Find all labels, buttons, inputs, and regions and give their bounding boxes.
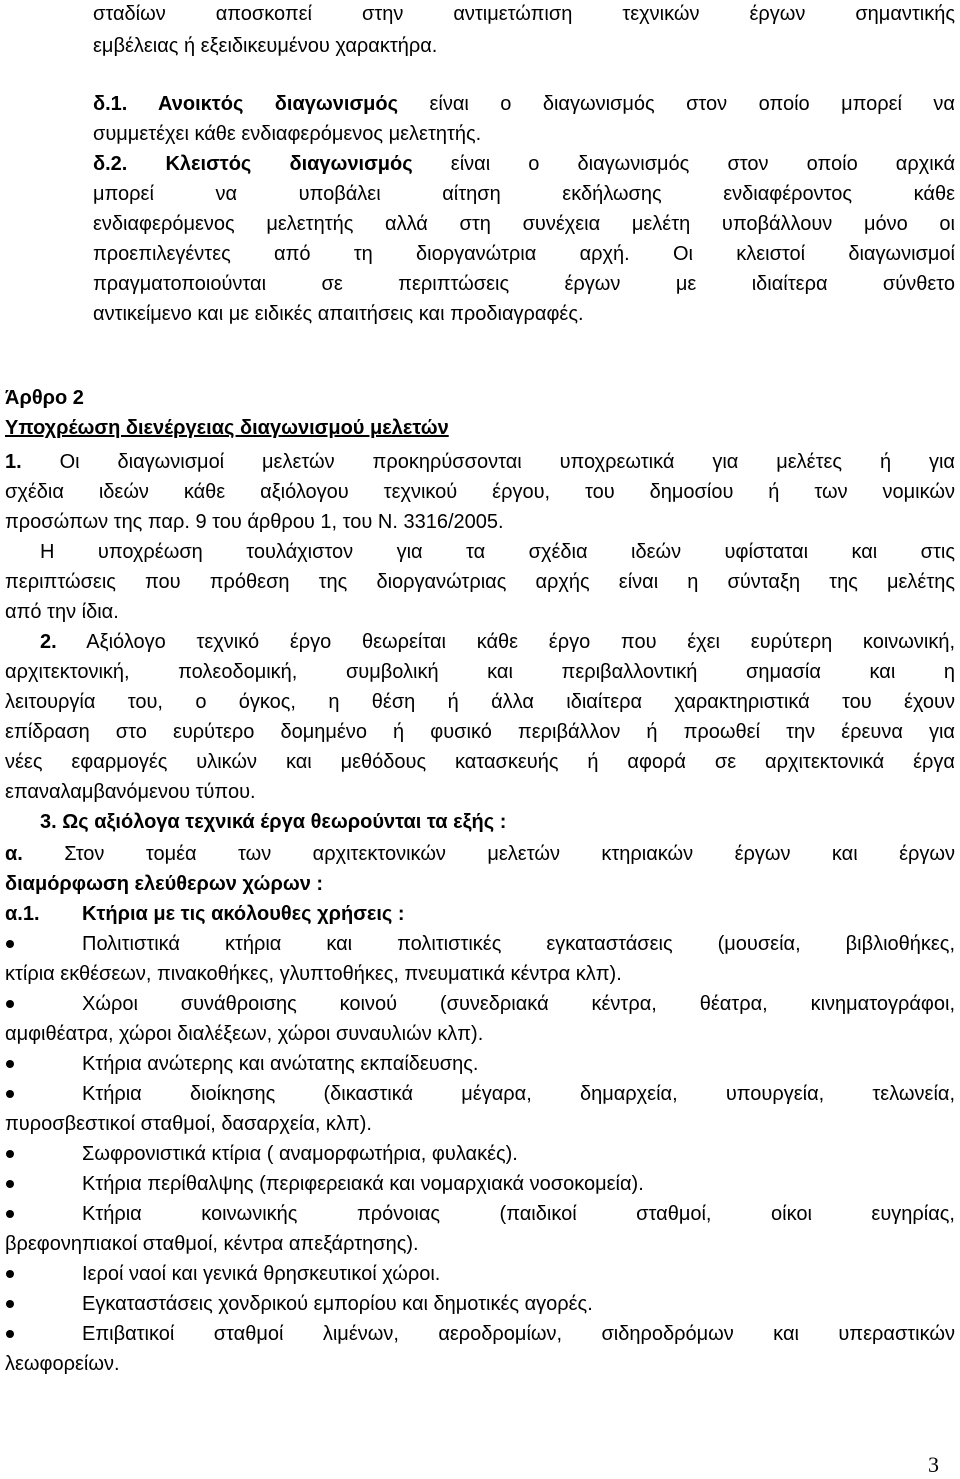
bullet-icon <box>6 1270 14 1278</box>
bullet-4-line-2: πυροσβεστικοί σταθμοί, δασαρχεία, κλπ). <box>5 1113 372 1135</box>
p2-line-6: επαναλαμβανόμενου τύπου. <box>5 781 256 803</box>
p2-line-2: αρχιτεκτονική, πολεοδομική, συμβολική και περιβαλλοντική σημασία και η <box>5 661 955 683</box>
p2-text: Αξιόλογο τεχνικό έργο θεωρείται κάθε έργο που έχει ευρύτερη κοινωνική, <box>56 631 955 653</box>
d2-line-5: πραγματοποιούνται σε περιπτώσεις έργων με ιδιαίτερα σύνθετο <box>93 273 955 295</box>
intro-line-2: εμβέλειας ή εξειδικευμένου χαρακτήρα. <box>93 35 438 57</box>
article-subtitle: Υποχρέωση διενέργειας διαγωνισμού μελετών <box>5 417 449 439</box>
p2-line-1 <box>40 630 955 656</box>
bullet-7-line-1: Κτήρια κοινωνικής πρόνοιας (παιδικοί σταθμοί, οίκοι ευγηρίας, <box>82 1203 955 1225</box>
bullet-9-line-1: Εγκαταστάσεις χονδρικού εμπορίου και δημοτικές αγορές. <box>82 1293 593 1315</box>
page-number: 3 <box>928 1452 939 1477</box>
bullet-3-line-1: Κτήρια ανώτερης και ανώτατης εκπαίδευσης. <box>82 1053 479 1075</box>
d1-line-1 <box>93 92 955 118</box>
p3-heading: 3. Ως αξιόλογα τεχνικά έργα θεωρούνται τα εξής : <box>40 811 507 833</box>
d2-text: είναι ο διαγωνισμός στον οποίο αρχικά <box>412 153 956 175</box>
bullet-icon <box>6 1330 14 1338</box>
d1-line-2: συμμετέχει κάθε ενδιαφερόμενος μελετητής. <box>93 123 482 145</box>
bullet-10-line-2: λεωφορείων. <box>5 1353 120 1375</box>
article-title: Άρθρο 2 <box>5 387 84 409</box>
bullet-6-line-1: Κτήρια περίθαλψης (περιφερειακά και νομαρχιακά νοσοκομεία). <box>82 1173 644 1195</box>
p3-a-text: Στον τομέα των αρχιτεκτονικών μελετών κτηριακών έργων και έργων <box>22 843 955 865</box>
p2-line-3: λειτουργία του, ο όγκος, η θέση ή άλλα ιδιαίτερα χαρακτηριστικά του έχουν <box>5 691 955 713</box>
bullet-icon <box>6 1000 14 1008</box>
p2-line-4: επίδραση στο ευρύτερο δομημένο ή φυσικό περιβάλλον ή προωθεί την έρευνα για <box>5 721 955 743</box>
bullet-icon <box>6 1060 14 1068</box>
p3-a1-label: α.1. <box>5 903 40 925</box>
d2-line-6: αντικείμενο και με ειδικές απαιτήσεις και προδιαγραφές. <box>93 303 584 325</box>
bullet-icon <box>6 1180 14 1188</box>
d2-label: δ.2. Κλειστός διαγωνισμός <box>93 153 413 175</box>
p3-a-label: α. <box>5 843 23 865</box>
bullet-icon <box>6 1210 14 1218</box>
p2-line-5: νέες εφαρμογές υλικών και μεθόδους κατασκευής ή αφορά σε αρχιτεκτονικά έργα <box>5 751 955 773</box>
p3-a-line-2: διαμόρφωση ελεύθερων χώρων : <box>5 873 324 895</box>
p1-line-1 <box>5 450 955 476</box>
bullet-icon <box>6 1090 14 1098</box>
d2-line-2: μπορεί να υποβάλει αίτηση εκδήλωσης ενδιαφέροντος κάθε <box>93 183 955 205</box>
bullet-icon <box>6 1300 14 1308</box>
p3-a1-title: Κτήρια με τις ακόλουθες χρήσεις : <box>82 903 405 925</box>
d1-label: δ.1. Ανοικτός διαγωνισμός <box>93 93 399 115</box>
bullet-icon <box>6 1150 14 1158</box>
p1-number: 1. <box>5 451 22 473</box>
d2-line-3: ενδιαφερόμενος μελετητής αλλά στη συνέχεια μελέτη υποβάλλουν μόνο οι <box>93 213 955 235</box>
bullet-7-line-2: βρεφονηπιακοί σταθμοί, κέντρα απεξάρτησης). <box>5 1233 419 1255</box>
p1-line-2: σχέδια ιδεών κάθε αξιόλογου τεχνικού έργου, του δημοσίου ή των νομικών <box>5 481 955 503</box>
d1-text: είναι ο διαγωνισμός στον οποίο μπορεί να <box>398 93 955 115</box>
bullet-icon <box>6 940 14 948</box>
p1-line-4: Η υποχρέωση τουλάχιστον για τα σχέδια ιδεών υφίσταται και στις <box>40 541 955 563</box>
bullet-5-line-1: Σωφρονιστικά κτίρια ( αναμορφωτήρια, φυλακές). <box>82 1143 518 1165</box>
p1-text: Οι διαγωνισμοί μελετών προκηρύσσονται υποχρεωτικά για μελέτες ή για <box>21 451 955 473</box>
bullet-1-line-2: κτίρια εκθέσεων, πινακοθήκες, γλυπτοθήκες, πνευματικά κέντρα κλπ). <box>5 963 622 985</box>
bullet-8-line-1: Ιεροί ναοί και γενικά θρησκευτικοί χώροι. <box>82 1263 441 1285</box>
bullet-10-line-1: Επιβατικοί σταθμοί λιμένων, αεροδρομίων, σιδηροδρόμων και υπεραστικών <box>82 1323 955 1345</box>
d2-line-1 <box>93 152 955 178</box>
bullet-2-line-1: Χώροι συνάθροισης κοινού (συνεδριακά κέντρα, θέατρα, κινηματογράφοι, <box>82 993 955 1015</box>
p1-line-3: προσώπων της παρ. 9 του άρθρου 1, του Ν. 3316/2005. <box>5 511 504 533</box>
bullet-2-line-2: αμφιθέατρα, χώροι διαλέξεων, χώροι συναυλιών κλπ). <box>5 1023 484 1045</box>
intro-line-1: σταδίων αποσκοπεί στην αντιμετώπιση τεχνικών έργων σημαντικής <box>93 3 955 25</box>
bullet-1-line-1: Πολιτιστικά κτήρια και πολιτιστικές εγκαταστάσεις (μουσεία, βιβλιοθήκες, <box>82 933 955 955</box>
p2-number: 2. <box>40 631 57 653</box>
p1-line-5: περιπτώσεις που πρόθεση της διοργανώτριας αρχής είναι η σύνταξη της μελέτης <box>5 571 955 593</box>
p3-a-line-1 <box>5 842 955 868</box>
d2-line-4: προεπιλεγέντες από τη διοργανώτρια αρχή. Οι κλειστοί διαγωνισμοί <box>93 243 955 265</box>
bullet-4-line-1: Κτήρια διοίκησης (δικαστικά μέγαρα, δημαρχεία, υπουργεία, τελωνεία, <box>82 1083 955 1105</box>
p1-line-6: από την ίδια. <box>5 601 119 623</box>
